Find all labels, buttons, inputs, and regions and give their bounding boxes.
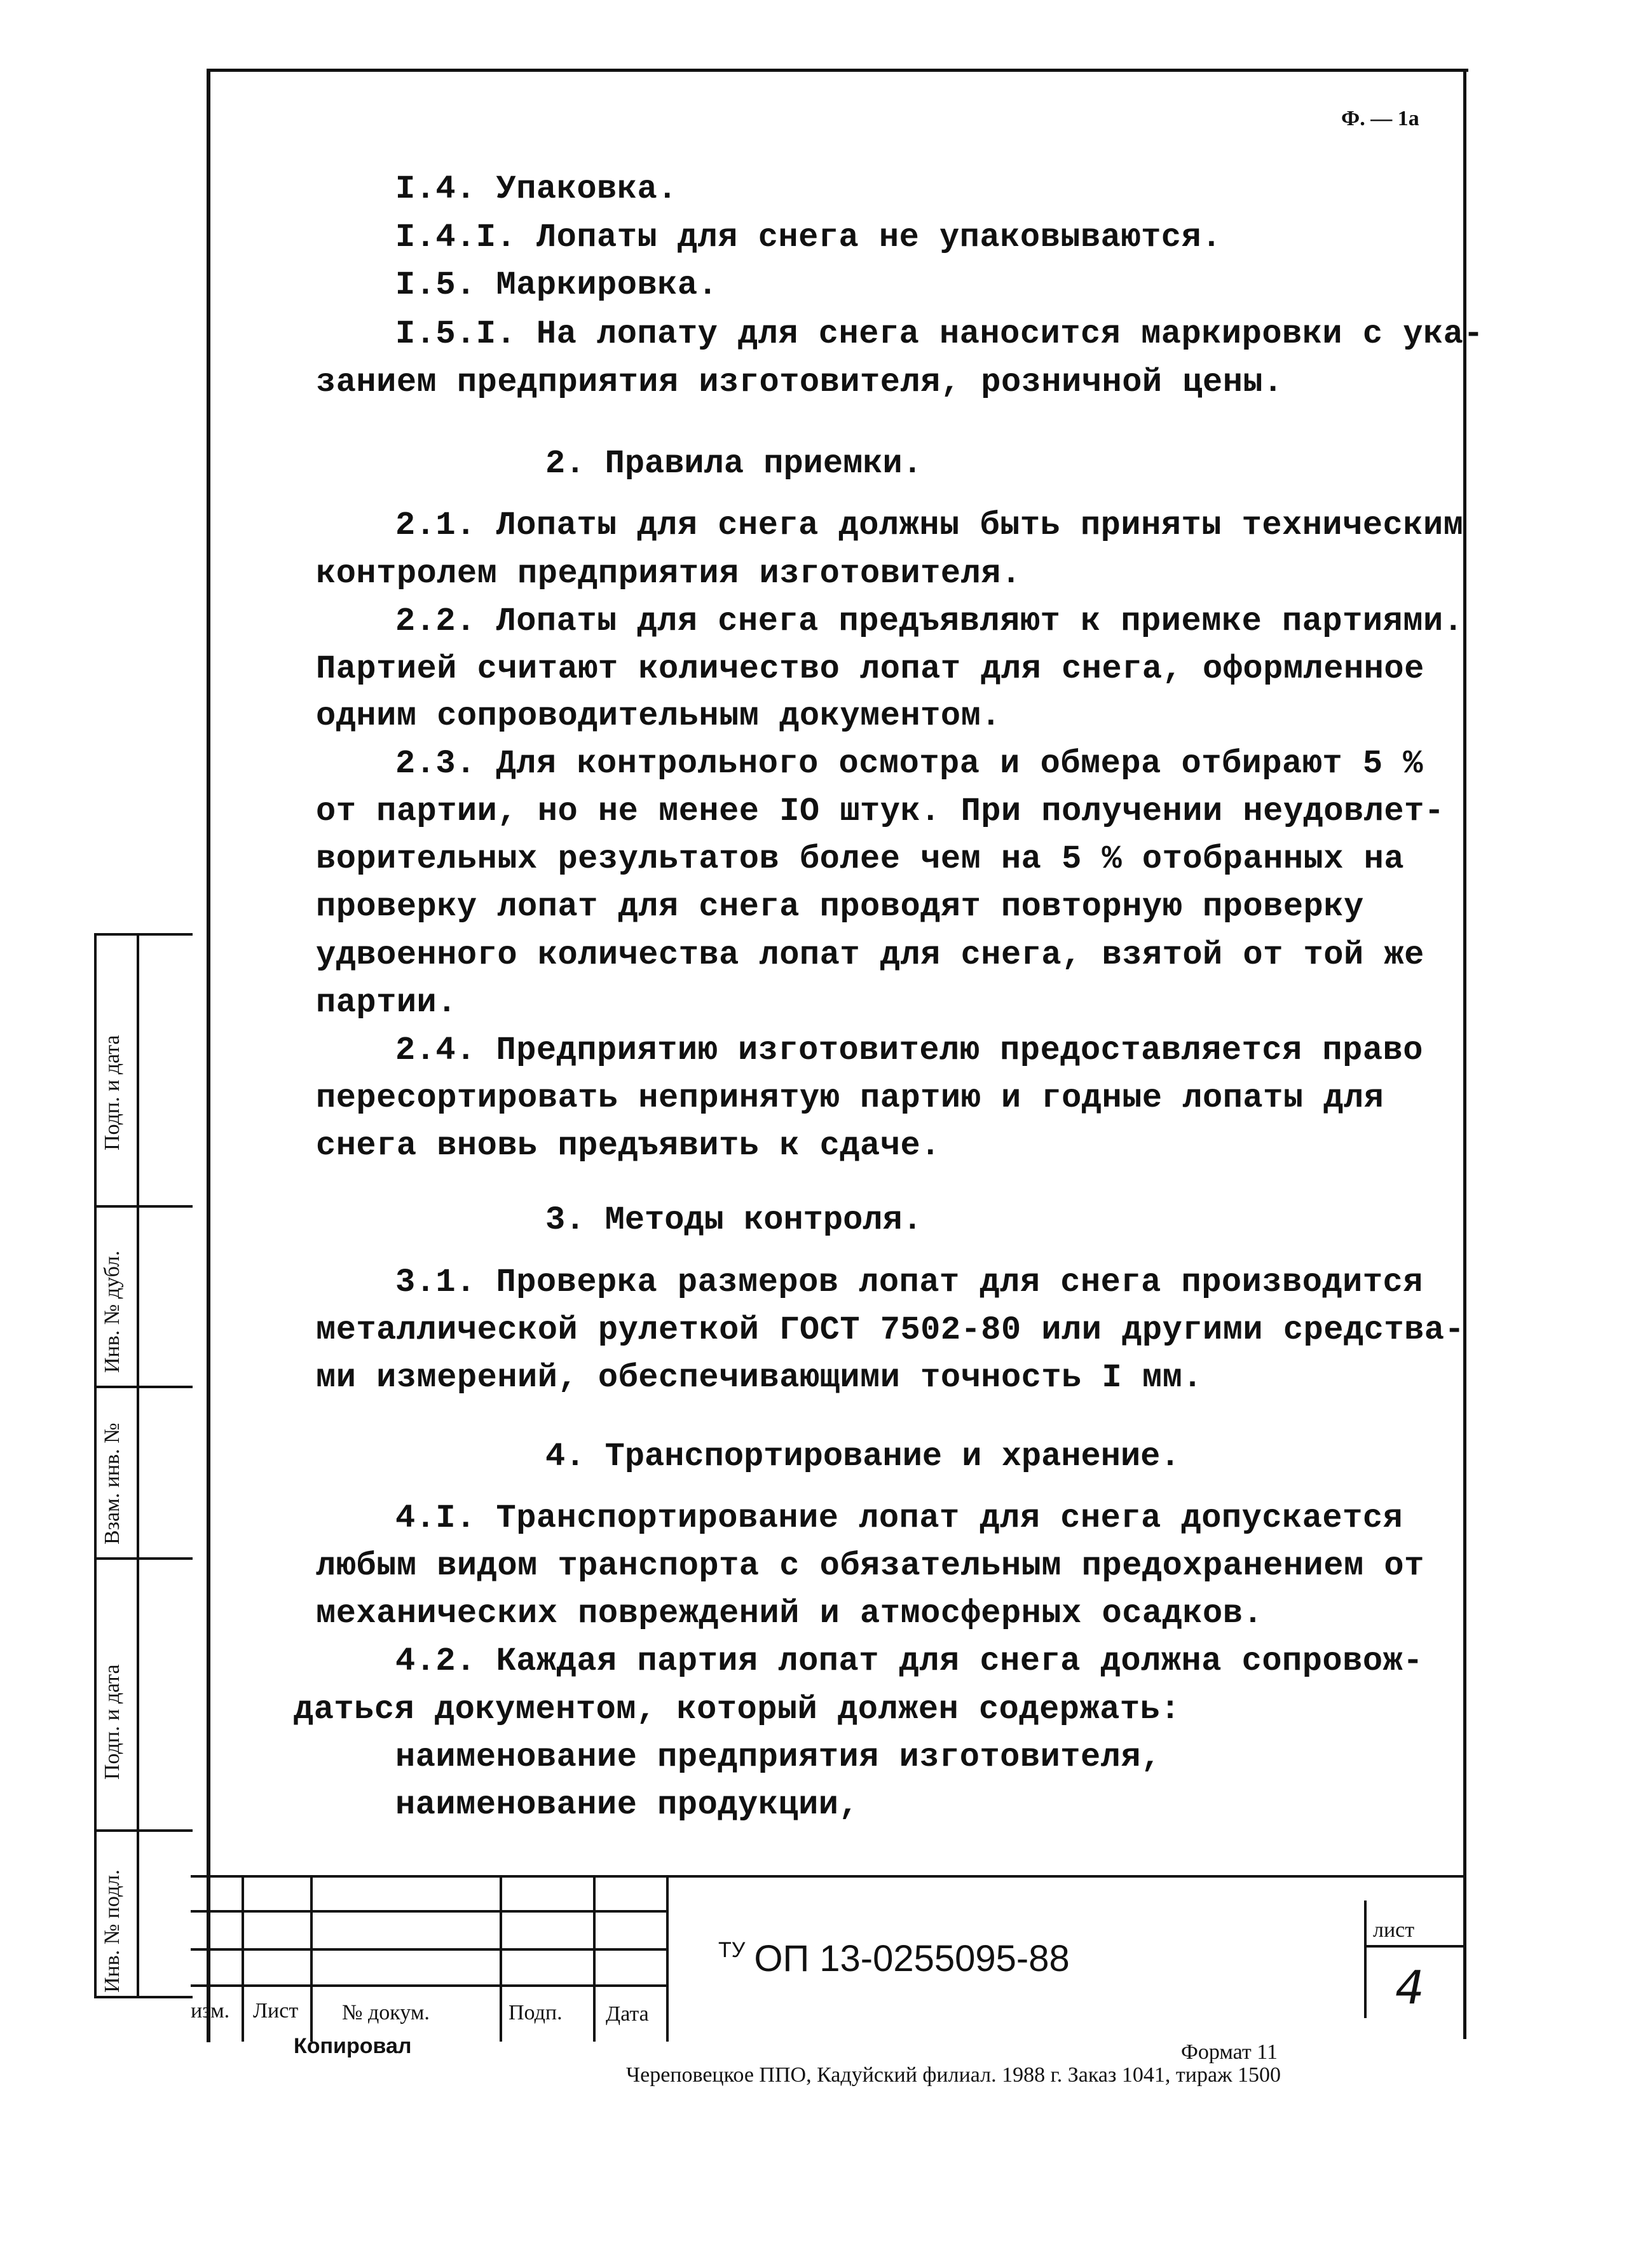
inv-orig-label: Инв. № подл. <box>100 1869 124 1993</box>
paragraph-line: 3.1. Проверка размеров лопат для снега производится <box>395 1264 1423 1301</box>
tu-prefix: ТУ <box>718 1938 746 1962</box>
title-block-top-line <box>191 1875 1466 1878</box>
paragraph-line: удвоенного количества лопат для снега, взятой от той же <box>316 936 1424 974</box>
list-label: Лист <box>253 1999 299 2023</box>
sheet-form-code: Ф. — 1а <box>1341 107 1419 130</box>
frame-top-border <box>207 69 1468 72</box>
side-stamp-divider <box>94 933 193 936</box>
section-3-heading: 3. Методы контроля. <box>545 1201 922 1239</box>
paragraph-line: от партии, но не менее IO штук. При получении неудовлет- <box>316 793 1445 830</box>
paragraph-line: 2.3. Для контрольного осмотра и обмера отбирают 5 % <box>395 745 1423 782</box>
section-1-4-heading: I.4. Упаковка. <box>395 170 678 208</box>
paragraph-line: 2.2. Лопаты для снега предъявляют к приемке партиями. <box>395 603 1464 640</box>
frame-right-border <box>1463 69 1466 2039</box>
title-block-row-line <box>191 1948 667 1951</box>
side-stamp-divider <box>94 1557 193 1560</box>
paragraph-line: 4.2. Каждая партия лопат для снега должна сопровож- <box>395 1642 1423 1680</box>
izm-label: изм. <box>191 1999 230 2023</box>
paragraph-line: наименование продукции, <box>395 1786 859 1824</box>
section-4-heading: 4. Транспортирование и хранение. <box>545 1438 1180 1475</box>
side-stamp-divider <box>94 1386 193 1388</box>
sheet-cell-line <box>1367 1945 1466 1948</box>
side-stamp-divider <box>94 1205 193 1208</box>
paragraph-line: металлической рулеткой ГОСТ 7502-80 или другими средства- <box>316 1311 1465 1349</box>
section-1-5-heading: I.5. Маркировка. <box>395 266 718 304</box>
paragraph-line: партии. <box>316 984 457 1021</box>
title-block-column-line <box>1364 1901 1367 2018</box>
paragraph-line: ворительных результатов более чем на 5 % отобранных на <box>316 840 1405 878</box>
sign-date-label-2: Подп. и дата <box>100 1664 124 1780</box>
replace-inv-label: Взам. инв. № <box>100 1423 124 1545</box>
sheet-label: лист <box>1373 1918 1415 1942</box>
paragraph-line: одним сопроводительным документом. <box>316 697 1001 735</box>
printer-info: Череповецкое ППО, Кадуйский филиал. 1988 г. Заказ 1041, тираж 1500 <box>626 2063 1281 2087</box>
sheet-number: 4 <box>1395 1961 1424 2014</box>
document-number: ОП 13-0255095-88 <box>754 1938 1070 1979</box>
paragraph-line: контролем предприятия изготовителя. <box>316 555 1021 592</box>
paragraph-line: Партией считают количество лопат для снега, оформленное <box>316 650 1424 688</box>
paragraph-line: пересортировать непринятую партию и годные лопаты для <box>316 1079 1384 1117</box>
format-label: Формат 11 <box>1181 2040 1278 2064</box>
paragraph-line: ми измерений, обеспечивающими точность I мм. <box>316 1359 1203 1396</box>
doc-number-label: № докум. <box>342 2001 430 2024</box>
title-block-column-line <box>500 1875 502 2042</box>
paragraph-line: 2.1. Лопаты для снега должны быть приняты техническим <box>395 507 1464 544</box>
side-stamp-divider <box>94 1996 193 1998</box>
side-stamp-divider <box>94 1829 193 1832</box>
side-stamp-outer-line <box>94 933 97 1998</box>
paragraph-line: проверку лопат для снега проводят повторную проверку <box>316 888 1364 925</box>
title-block-column-line <box>666 1875 669 2042</box>
signature-label: Подп. <box>509 2001 563 2024</box>
paragraph-line: 2.4. Предприятию изготовителю предоставляется право <box>395 1032 1423 1069</box>
paragraph-line: занием предприятия изготовителя, розничной цены. <box>316 364 1283 401</box>
date-label: Дата <box>606 2002 649 2026</box>
title-block-row-line <box>191 1910 667 1913</box>
paragraph-line: любым видом транспорта с обязательным предохранением от <box>316 1547 1424 1585</box>
paragraph-line: 4.I. Транспортирование лопат для снега допускается <box>395 1499 1403 1537</box>
paragraph-line: I.4.I. Лопаты для снега не упаковываются. <box>395 219 1222 256</box>
title-block-column-line <box>242 1875 244 2042</box>
side-stamp-inner-line <box>137 933 139 1998</box>
paragraph-line: наименование предприятия изготовителя, <box>395 1738 1161 1776</box>
document-designation <box>718 1937 1070 1980</box>
frame-left-border <box>207 69 210 2042</box>
section-2-heading: 2. Правила приемки. <box>545 445 922 482</box>
paragraph-line: даться документом, который должен содержать: <box>294 1691 1181 1728</box>
inv-dupl-label: Инв. № дубл. <box>100 1250 124 1373</box>
title-block-row-line <box>191 1984 667 1987</box>
paragraph-line: механических повреждений и атмосферных осадков. <box>316 1595 1264 1632</box>
sign-date-label: Подп. и дата <box>100 1035 124 1150</box>
paragraph-line: I.5.I. На лопату для снега наносится маркировки с ука- <box>395 315 1484 353</box>
paragraph-line: снега вновь предъявить к сдаче. <box>316 1127 941 1164</box>
copied-by-label: Копировал <box>294 2034 412 2058</box>
title-block-column-line <box>593 1875 596 2042</box>
title-block-column-line <box>310 1875 313 2042</box>
